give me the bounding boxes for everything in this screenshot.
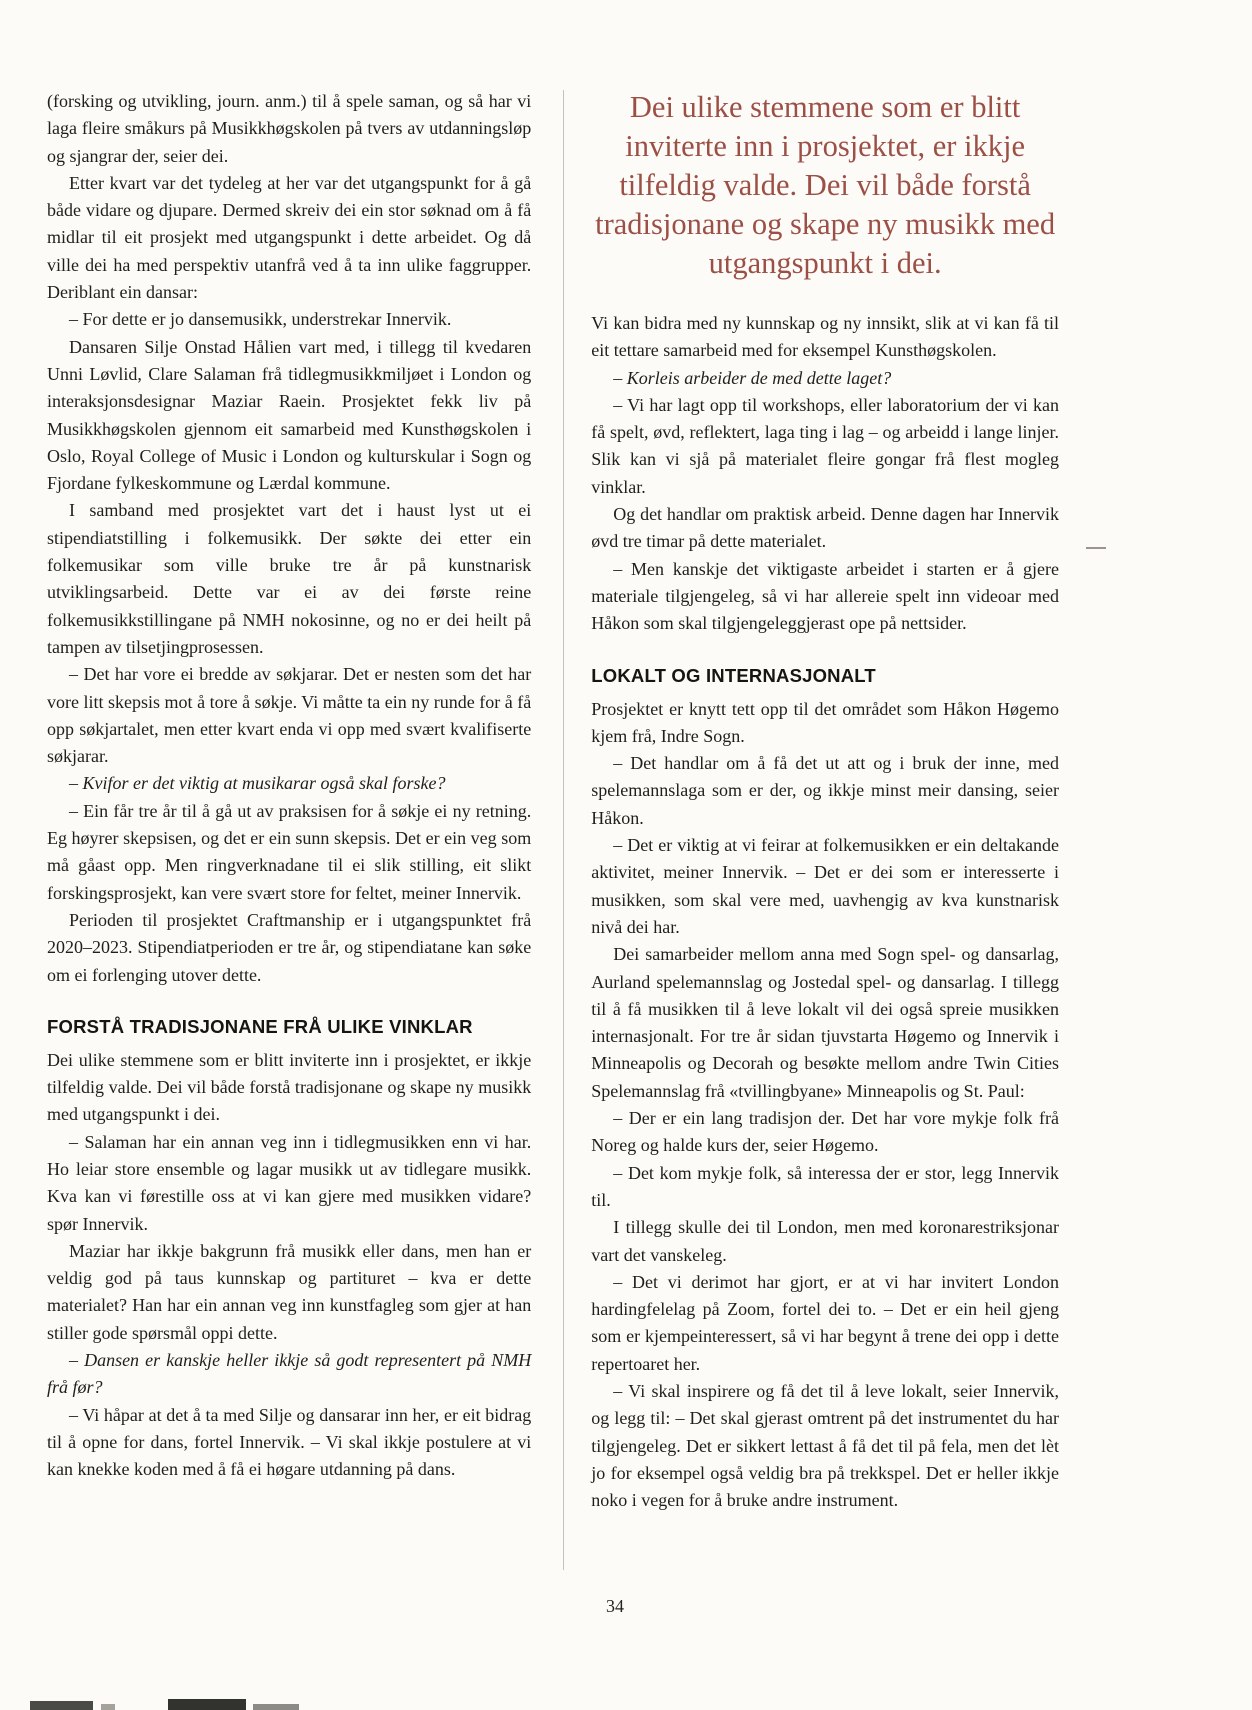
paragraph: – Salaman har ein annan veg inn i tidlegmusikken enn vi har. Ho leiar store ensemble og lagar musikk ut av tidlegare musikk. Kva kan vi førestille oss at vi kan gjere med musikken vidare? spør Innervik. <box>47 1131 532 1234</box>
section-heading-lokalt-og-internasjonalt: LOKALT OG INTERNASJONALT <box>591 664 876 686</box>
paragraph: – Ein får tre år til å gå ut av praksisen for å søkje ei ny retning. Eg høyrer skepsisen, og det er ein sunn skepsis. Det er ein veg som må gåast opp. Men ringverknadane til ei slik stilling, eit slikt forskingsprosjekt, kan vere svært store for feltet, meiner Innervik. <box>47 800 532 903</box>
paragraph: Vi kan bidra med ny kunnskap og ny innsikt, slik at vi kan få til eit tettare samarbeid med for eksempel Kunsthøgskolen. <box>591 313 1059 361</box>
article-columns <box>47 88 1059 1570</box>
paragraph: – Vi har lagt opp til workshops, eller laboratorium der vi kan få spelt, øvd, reflektert, laga ting i lag – og arbeidd i lange linjer. Slik kan vi sjå på materialet fleire gongar frå flest mogleg vinklar. <box>591 394 1059 497</box>
paragraph: Prosjektet er knytt tett opp til det området som Håkon Høgemo kjem frå, Indre Sogn. <box>591 698 1059 746</box>
paragraph: Dei samarbeider mellom anna med Sogn spel- og dansarlag, Aurland spelemannslag og Jostedal spel- og dansarlag. I tillegg til å få musikken til å leve lokalt vil dei også spreie musikken internasjonalt. For tre år sidan tjuvstarta Høgemo og Innervik i Minneapolis og Decorah og besøkte mellom andre Twin Cities Spelemannslag frå «tvillingbyane» Minneapolis og St. Paul: <box>591 944 1059 1101</box>
scan-artifact <box>101 1704 115 1710</box>
paragraph: Etter kvart var det tydeleg at her var det utgangspunkt for å gå både vidare og djupare. Dermed skreiv dei ein stor søknad om å få midlar til eit prosjekt med utgangspunkt i dette arbeidet. Og då ville dei ha med perspektiv utanfrå ved å ta inn ulike faggrupper. Deriblant ein dansar: <box>47 172 532 303</box>
paragraph: – Der er ein lang tradisjon der. Det har vore mykje folk frå Noreg og halde kurs der, seier Høgemo. <box>591 1108 1059 1156</box>
paragraph: – Det handlar om å få det ut att og i bruk der inne, med spelemannslaga som er der, og ikkje minst meir dansing, seier Håkon. <box>591 753 1059 828</box>
scan-artifact <box>253 1704 299 1710</box>
interview-question: – Korleis arbeider de med dette laget? <box>613 367 892 388</box>
paragraph: Maziar har ikkje bakgrunn frå musikk eller dans, men han er veldig god på taus kunnskap og partituret – kva er dette materialet? Han har ein annan veg inn kunstfagleg som gjer at han stiller gode spørsmål oppi dette. <box>47 1240 532 1343</box>
interview-question: – Dansen er kanskje heller ikkje så godt representert på NMH frå før? <box>47 1350 532 1398</box>
paragraph: Dei ulike stemmene som er blitt inviterte inn i prosjektet, er ikkje tilfeldig valde. Dei vil både forstå tradisjonane og skape ny musikk med utgangspunkt i dei. <box>47 1049 532 1125</box>
paragraph: I tillegg skulle dei til London, men med koronarestriksjonar vart det vanskeleg. <box>591 1217 1059 1265</box>
scan-artifact <box>168 1699 246 1710</box>
paragraph: Dansaren Silje Onstad Hålien vart med, i tillegg til kvedaren Unni Løvlid, Clare Salaman frå tidlegmusikkmiljøet i London og interaksjonsdesignar Maziar Raein. Prosjektet fekk liv på Musikkhøgskolen gjennom eit samarbeid med Kunsthøgskolen i Oslo, Royal College of Music i London og kulturskular i Sogn og Fjordane fylkeskommune og Lærdal kommune. <box>47 336 532 494</box>
right-column <box>591 88 1059 1570</box>
interview-question: – Kvifor er det viktig at musikarar også skal forske? <box>69 773 446 794</box>
left-column <box>47 88 531 1570</box>
paragraph: Og det handlar om praktisk arbeid. Denne dagen har Innervik øvd tre timar på dette materialet. <box>591 504 1059 552</box>
paragraph: Perioden til prosjektet Craftmanship er i utgangspunktet frå 2020–2023. Stipendiatperioden er tre år, og stipendiatane kan søke om ei forlenging utover dette. <box>47 909 532 985</box>
pull-quote: Dei ulike stemmene som er blitt inviterte inn i prosjektet, er ikkje tilfeldig valde. Dei vil både forstå tradisjonane og skape ny musikk med utgangspunkt i dei. <box>595 90 1056 280</box>
paragraph: – Det vi derimot har gjort, er at vi har invitert London hardingfelelag på Zoom, fortel dei to. – Det er ein heil gjeng som er kjempeinteressert, så vi har begynt å trene dei opp i dette repertoaret her. <box>591 1271 1059 1374</box>
section-heading-forsta-tradisjonane: FORSTÅ TRADISJONANE FRÅ ULIKE VINKLAR <box>47 1015 473 1037</box>
paragraph: (forsking og utvikling, journ. anm.) til å spele saman, og så har vi laga fleire småkurs på Musikkhøgskolen på tvers av utdanningsløp og sjangrar der, seier dei. <box>47 91 532 166</box>
paragraph: – For dette er jo dansemusikk, understrekar Innervik. <box>69 309 452 330</box>
paragraph: I samband med prosjektet vart det i haust lyst ut ei stipendiatstilling i folkemusikk. Der søkte dei etter ein folkemusikar som ville bruke tre år på kunstnarisk utviklingsarbeid. Dette var ei av dei første reine folkemusikkstillingane på NMH nokosinne, og no er dei heilt på tampen av tilsetjingprosessen. <box>47 500 532 657</box>
paragraph: – Det har vore ei bredde av søkjarar. Det er nesten som det har vore litt skepsis mot å tore å søkje. Vi måtte ta ein ny runde for å få opp søkjartalet, men etter kvart enda vi opp med svært kvalifiserte søkjarar. <box>47 664 532 767</box>
scan-artifact <box>30 1701 93 1710</box>
paragraph: – Det er viktig at vi feirar at folkemusikken er ein deltakande aktivitet, meiner Innervik. – Det er dei som er interesserte i musikken, som skal vere med, uavhengig av kva kunstnarisk nivå dei har. <box>591 835 1059 937</box>
margin-mark <box>1086 547 1106 549</box>
paragraph: – Vi skal inspirere og få det til å leve lokalt, seier Innervik, og legg til: – Det skal gjerast omtrent på det instrumentet du har tilgjengeleg. Det er sikkert lettast å få det til på fela, men det lèt jo for eksempel også veldig bra på trekkspel. Det er heller ikkje noko i vegen for å bruke andre instrument. <box>591 1380 1059 1511</box>
column-divider <box>563 90 564 1570</box>
paragraph: – Men kanskje det viktigaste arbeidet i starten er å gjere materiale tilgjengeleg, så vi har allereie spelt inn videoar med Håkon som skal tilgjengeleggjerast ope på nettsider. <box>591 558 1059 634</box>
paragraph: – Vi håpar at det å ta med Silje og dansarar inn her, er eit bidrag til å opne for dans, fortel Innervik. – Vi skal ikkje postulere at vi kan knekke koden med å få ei høgare utdanning på dans. <box>47 1404 532 1480</box>
paragraph: – Det kom mykje folk, så interessa der er stor, legg Innervik til. <box>591 1162 1059 1210</box>
page-number: 34 <box>606 1596 624 1616</box>
